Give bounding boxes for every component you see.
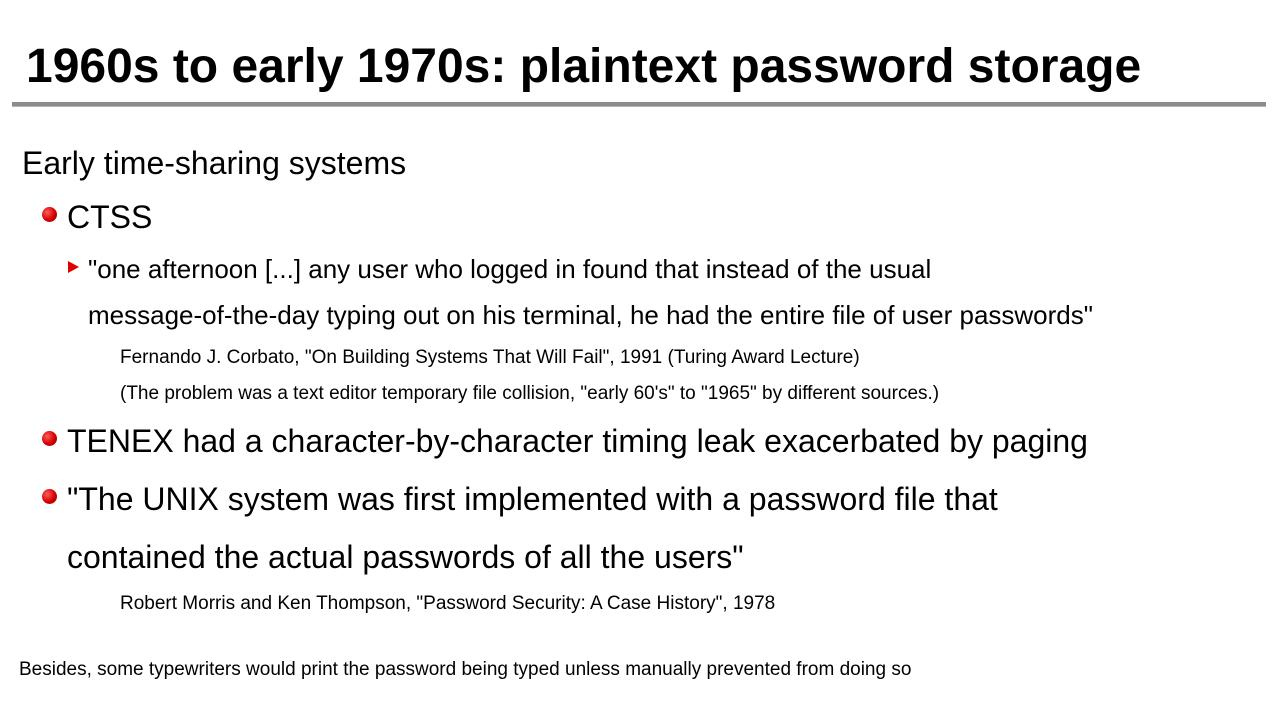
ctss-quote-line-2: message-of-the-day typing out on his terminal, he had the entire file of user passwords" — [88, 300, 1093, 330]
red-dot-bullet-icon — [42, 489, 57, 504]
red-dot-bullet-icon — [42, 207, 57, 222]
section-heading: Early time-sharing systems — [22, 145, 407, 181]
title-divider — [12, 102, 1266, 107]
red-triangle-bullet-icon — [68, 261, 79, 273]
red-dot-bullet-icon — [42, 431, 57, 446]
slide-title: 1960s to early 1970s: plaintext password storage — [26, 40, 1142, 93]
bullet-unix-line-1: "The UNIX system was first implemented with a password file that — [67, 481, 998, 517]
bullet-tenex: TENEX had a character-by-character timing leak exacerbated by paging — [67, 423, 1088, 459]
bullet-ctss: CTSS — [67, 199, 153, 235]
slide-footnote: Besides, some typewriters would print the password being typed unless manually prevented from doing so — [19, 659, 912, 680]
ctss-note: (The problem was a text editor temporary file collision, "early 60's" to "1965" by different sources.) — [120, 383, 940, 404]
ctss-citation: Fernando J. Corbato, "On Building Systems That Will Fail", 1991 (Turing Award Lecture) — [120, 347, 860, 368]
unix-citation: Robert Morris and Ken Thompson, "Password Security: A Case History", 1978 — [120, 593, 776, 614]
bullet-unix-line-2: contained the actual passwords of all the users" — [67, 539, 744, 575]
ctss-quote-line-1: "one afternoon [...] any user who logged in found that instead of the usual — [88, 254, 932, 284]
